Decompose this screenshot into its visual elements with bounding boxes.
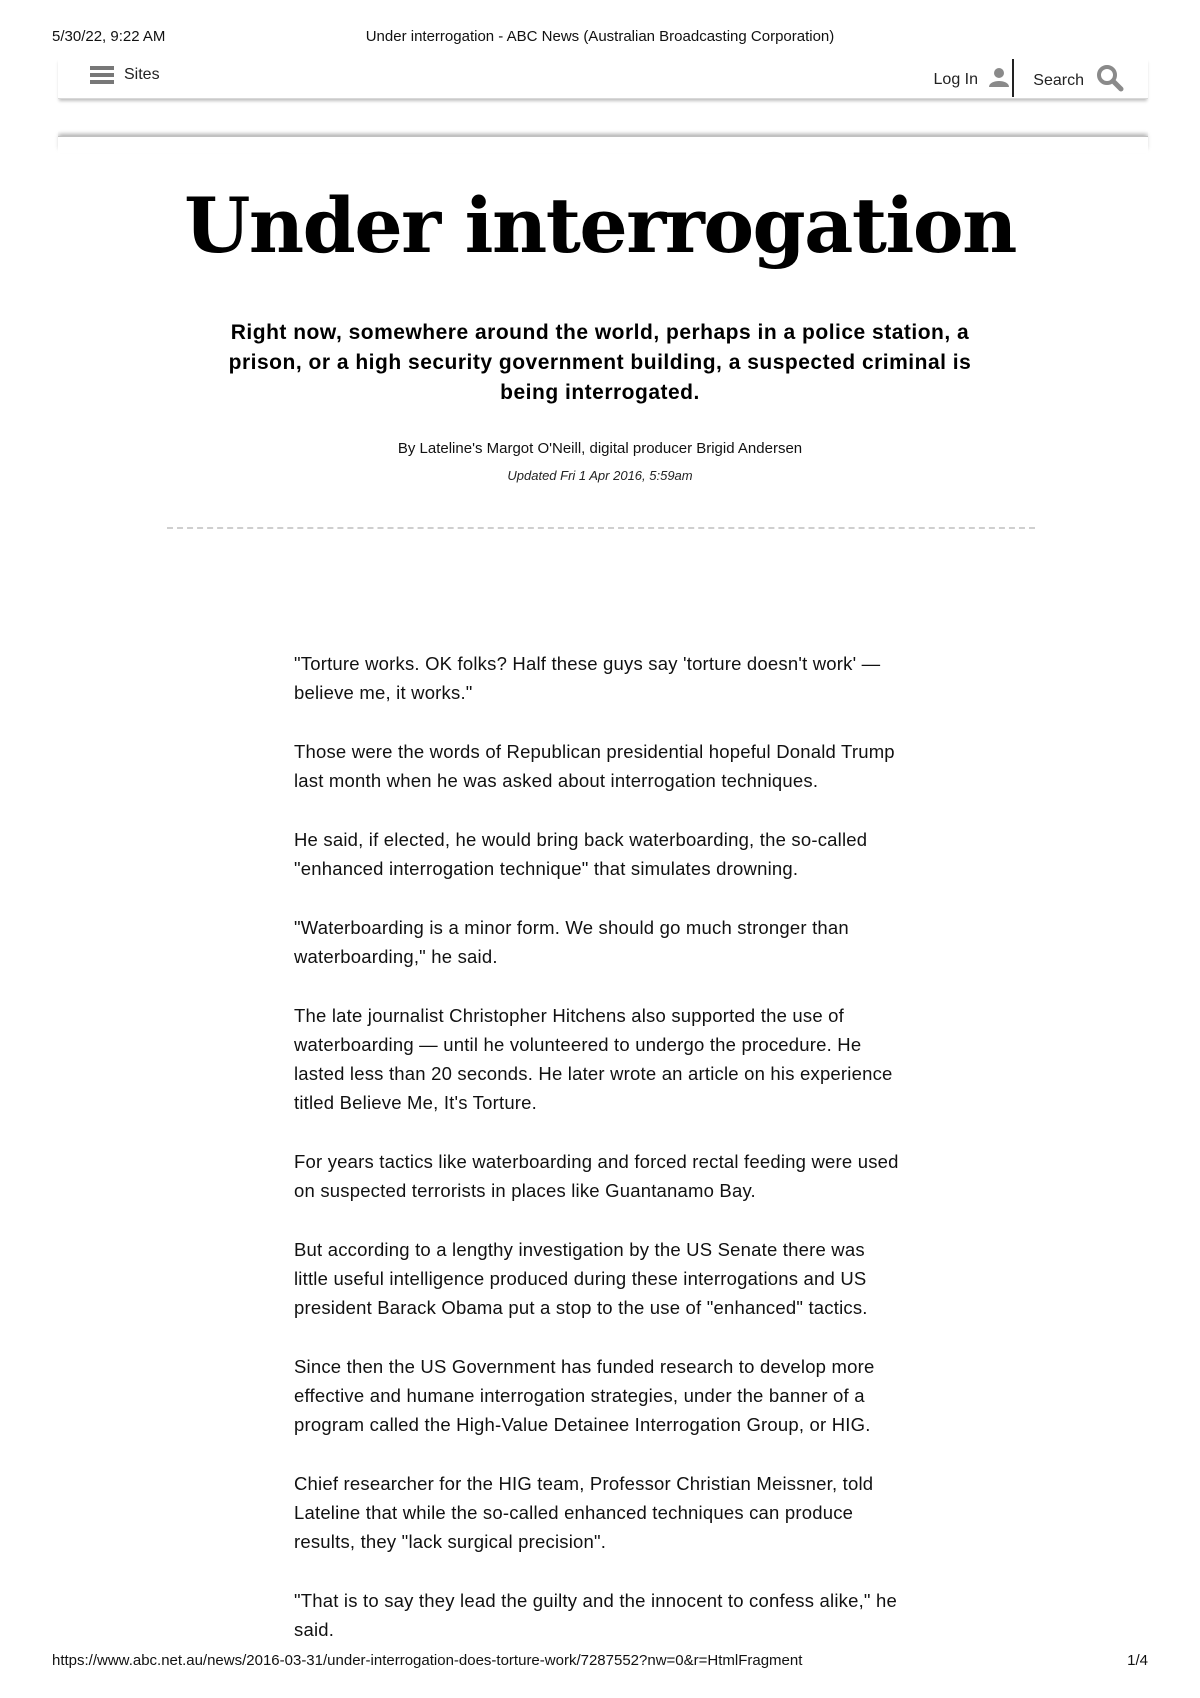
- search-icon: [1096, 64, 1124, 97]
- article-paragraph: Those were the words of Republican presidential hopeful Donald Trump last month when he was asked about interrogation techniques.: [294, 741, 895, 791]
- print-date: 5/30/22, 9:22 AM: [52, 28, 166, 45]
- article-paragraph: For years tactics like waterboarding and forced rectal feeding were used on suspected terrorists in places like Guantanamo Bay.: [294, 1151, 899, 1201]
- print-url: https://www.abc.net.au/news/2016-03-31/under-interrogation-does-torture-work/7287552?nw=0&r=HtmlFragment: [52, 1652, 803, 1669]
- secondary-nav-bar: [58, 136, 1148, 153]
- print-footer: [0, 1652, 1200, 1672]
- search-label: Search: [1033, 71, 1084, 89]
- top-navigation-bar: [58, 58, 1148, 99]
- sites-menu-button[interactable]: [90, 66, 160, 84]
- header-divider: [167, 527, 1035, 529]
- article-paragraph: But according to a lengthy investigation by the US Senate there was little useful intelligence produced during these interrogations and US president Barack Obama put a stop to the use of "enhanced" tactics.: [294, 1239, 868, 1318]
- hamburger-icon: [90, 66, 114, 84]
- login-button[interactable]: [934, 66, 1010, 93]
- article-paragraph: Since then the US Government has funded research to develop more effective and humane interrogation strategies, under the banner of a program called the High-Value Detainee Interrogation Group, or HIG.: [294, 1356, 875, 1435]
- print-document-title: Under interrogation - ABC News (Australian Broadcasting Corporation): [365, 28, 835, 45]
- page-number: 1/4: [1127, 1652, 1148, 1669]
- article-body: [294, 649, 904, 1674]
- search-button[interactable]: [1033, 64, 1124, 97]
- nav-divider: [1012, 59, 1014, 97]
- article-headline: Under interrogation: [184, 181, 1016, 270]
- article-paragraph: Chief researcher for the HIG team, Professor Christian Meissner, told Lateline that while the so-called enhanced techniques can produce results, they "lack surgical precision".: [294, 1473, 874, 1552]
- sites-label: Sites: [124, 66, 160, 83]
- article-standfirst: Right now, somewhere around the world, perhaps in a police station, a prison, or a high security government building, a suspected criminal is being interrogated.: [228, 321, 972, 404]
- article-paragraph: "Waterboarding is a minor form. We should go much stronger than waterboarding," he said.: [294, 917, 849, 967]
- article-paragraph: The late journalist Christopher Hitchens also supported the use of waterboarding — until he volunteered to undergo the procedure. He lasted less than 20 seconds. He later wrote an article on his experience titled Believe Me, It's Torture.: [294, 1005, 893, 1113]
- login-label: Log In: [933, 70, 978, 88]
- user-icon: [988, 66, 1010, 93]
- article-byline: By Lateline's Margot O'Neill, digital producer Brigid Andersen: [397, 440, 803, 457]
- article-paragraph: He said, if elected, he would bring back waterboarding, the so-called "enhanced interrogation technique" that simulates drowning.: [294, 829, 868, 879]
- article-paragraph: "Torture works. OK folks? Half these guys say 'torture doesn't work' — believe me, it works.": [294, 653, 881, 703]
- article-paragraph: "That is to say they lead the guilty and the innocent to confess alike," he said.: [294, 1590, 898, 1640]
- article-updated-timestamp: Updated Fri 1 Apr 2016, 5:59am: [507, 468, 693, 483]
- print-header: [0, 28, 1200, 48]
